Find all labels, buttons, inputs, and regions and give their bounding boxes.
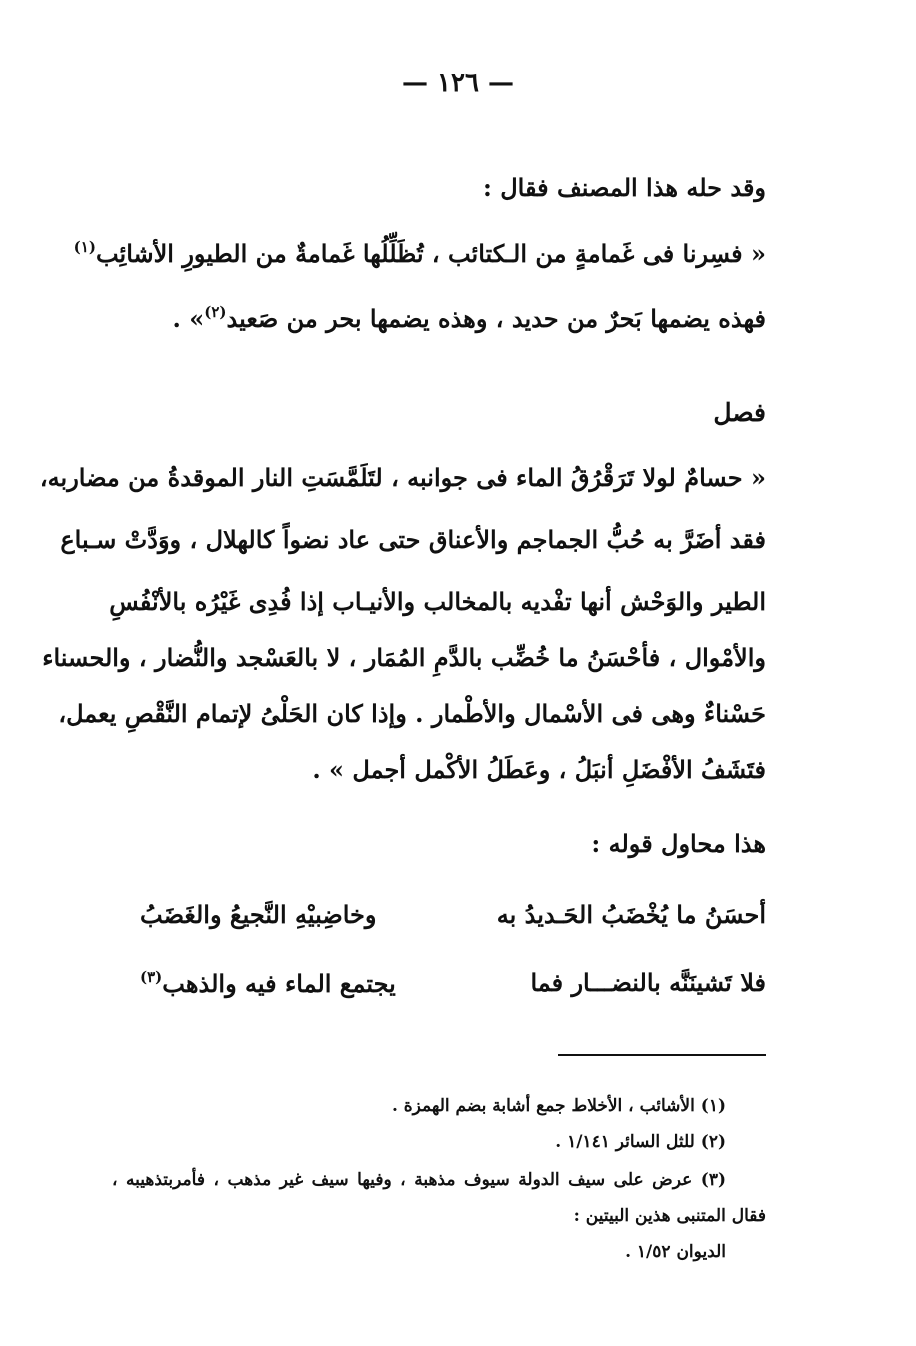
verse-2-second-hemistich: [140, 968, 396, 998]
footnote-divider: [558, 1054, 766, 1056]
footnote-1: (١) الأشائب ، الأخلاط جمع أشابة بضم الهمزة .: [391, 1096, 726, 1116]
footnote-3-line-1: (٣) عرض على سيف الدولة سيوف مذهبة ، وفيها سيف غير مذهب ، فأمربتذهيبه ،: [112, 1170, 726, 1190]
verse-1-first-hemistich: أحسَنُ ما يُخْضَبُ الحَـديدُ به: [496, 900, 766, 929]
paragraph-line-4: والأمْوال ، فأحْسَنُ ما خُضِّب بالدَّمِ المُمَار ، لا بالعَسْجد والنُّضار ، والحسناء: [42, 643, 766, 672]
page-number: — ١٢٦ —: [401, 68, 515, 98]
verse-intro: هذا محاول قوله :: [591, 829, 766, 858]
intro-line: وقد حله هذا المصنف فقال :: [483, 173, 766, 202]
verse-1-second-hemistich: وخاضِبيْهِ النَّجيعُ والغَضَبُ: [140, 900, 377, 929]
paragraph-line-1: « حسامٌ لولا تَرَقْرُقُ الماء فى جوانبه ، لتَلَمَّسَتِ النار الموقدةُ من مضاربه،: [39, 463, 766, 492]
quote1-line-2: [173, 305, 767, 331]
verse-2-second-text: يجتمع الماء فيه والذهب: [162, 969, 396, 998]
footnote-3-line-2: فقال المتنبى هذين البيتين :: [573, 1206, 766, 1226]
section-heading: فصل: [713, 398, 766, 427]
paragraph-line-2: فقد أضَرَّ به حُبُّ الجماجم والأعناق حتى عاد نضواً كالهلال ، ووَدَّتْ سـباع: [60, 525, 766, 554]
paragraph-line-6: فتَشَفُ الأفْضَلِ أنبَلُ ، وعَطَلُ الأكْمل أجمل » .: [312, 755, 766, 784]
quote1-line-1: [74, 240, 766, 266]
footnote-marker-1: (١): [73, 238, 96, 256]
footnote-3-line-3: الديوان ١/٥٢ .: [625, 1242, 726, 1262]
footnote-marker-2: (٢): [204, 303, 227, 321]
footnote-marker-3: (٣): [140, 968, 163, 986]
quote1-line-2-text: فهذه يضمها بَحرٌ من حديد ، وهذه يضمها بحر من صَعيد: [226, 304, 766, 333]
paragraph-line-3: الطير والوَحْش أنها تفْديه بالمخالب والأنيـاب إذا فُدِى غَيْرُه بالأنْفُسِ: [109, 587, 766, 616]
footnote-2: (٢) للثل السائر ١/١٤١ .: [555, 1132, 726, 1152]
verse-2-first-hemistich: فلا تَشينَنَّه بالنضـــار فما: [530, 968, 766, 997]
paragraph-line-5: حَسْناءٌ وهى فى الأسْمال والأطْمار . وإذا كان الحَلْىُ لإتمام النَّقْصِ يعمل،: [58, 699, 766, 728]
quote1-line-1-text: « فسِرنا فى غَمامةٍ من الـكتائب ، تُظَلِّلُها غَمامةٌ من الطيورِ الأشائِب: [95, 239, 766, 268]
quote1-line-2-end: » .: [172, 304, 205, 333]
